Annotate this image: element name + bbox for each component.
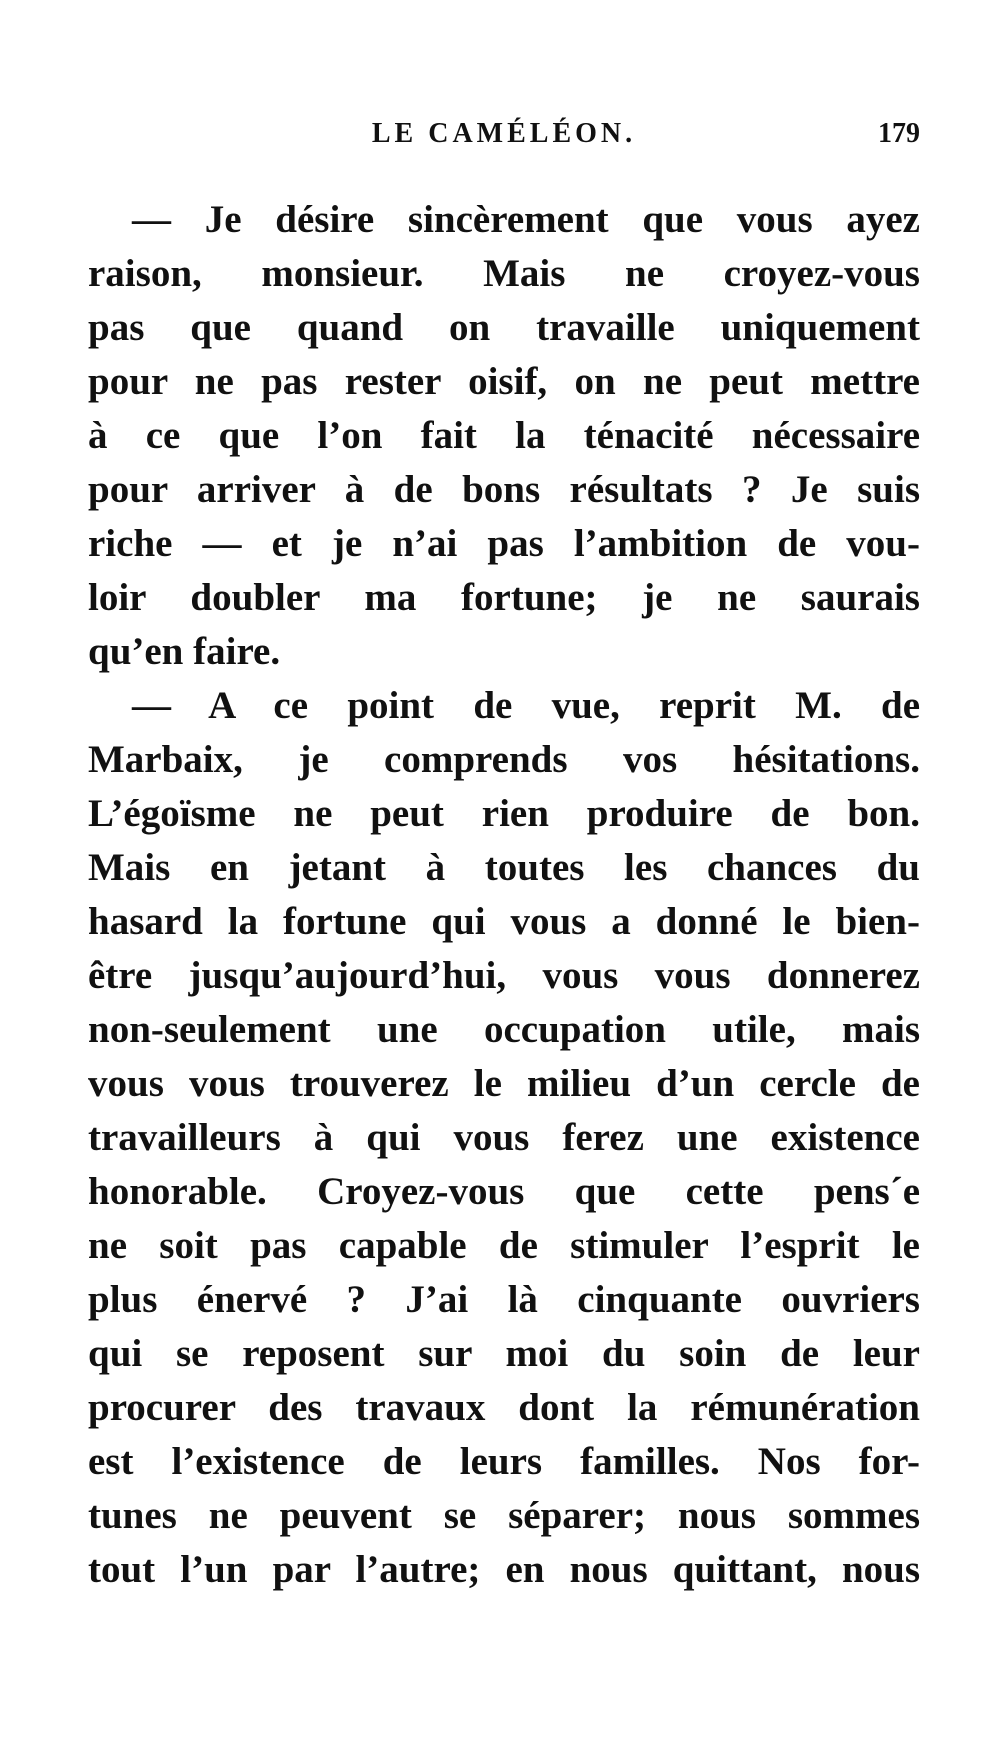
text-line: hasard la fortune qui vous a donné le bien- [88,900,920,943]
page-number: 179 [878,118,920,149]
text-line: tunes ne peuvent se séparer; nous sommes [88,1494,920,1537]
text-line: L’égoïsme ne peut rien produire de bon. [88,792,920,835]
text-line: pas que quand on travaille uniquement [88,306,920,349]
text-line: Mais en jetant à toutes les chances du [88,846,920,889]
running-title: LE CAMÉLÉON. [371,118,637,149]
text-line: honorable. Croyez-vous que cette pens´e [88,1170,920,1213]
text-line: qu’en faire. [88,630,281,673]
text-line: non-seulement une occupation utile, mais [88,1008,920,1051]
running-head [88,118,920,158]
text-line: — Je désire sincèrement que vous ayez [132,198,920,241]
text-line: pour arriver à de bons résultats ? Je suis [88,468,920,511]
text-line: être jusqu’aujourd’hui, vous vous donnerez [88,954,920,997]
text-line: à ce que l’on fait la ténacité nécessaire [88,414,920,457]
text-line: Marbaix, je comprends vos hésitations. [88,738,920,781]
text-line: vous vous trouverez le milieu d’un cercle de [88,1062,920,1105]
text-line: plus énervé ? J’ai là cinquante ouvriers [88,1278,920,1321]
text-line: est l’existence de leurs familles. Nos for- [88,1440,920,1483]
text-line: tout l’un par l’autre; en nous quittant, nous [88,1548,920,1591]
text-line: procurer des travaux dont la rémunération [88,1386,920,1429]
text-line: ne soit pas capable de stimuler l’esprit le [88,1224,920,1267]
body-text [88,193,920,1597]
text-line: qui se reposent sur moi du soin de leur [88,1332,920,1375]
text-line: loir doubler ma fortune; je ne saurais [88,576,920,619]
text-line: travailleurs à qui vous ferez une existence [88,1116,920,1159]
text-line: — A ce point de vue, reprit M. de [132,684,920,727]
text-line: raison, monsieur. Mais ne croyez-vous [88,252,920,295]
text-line: pour ne pas rester oisif, on ne peut mettre [88,360,920,403]
text-line: riche — et je n’ai pas l’ambition de vou- [88,522,920,565]
